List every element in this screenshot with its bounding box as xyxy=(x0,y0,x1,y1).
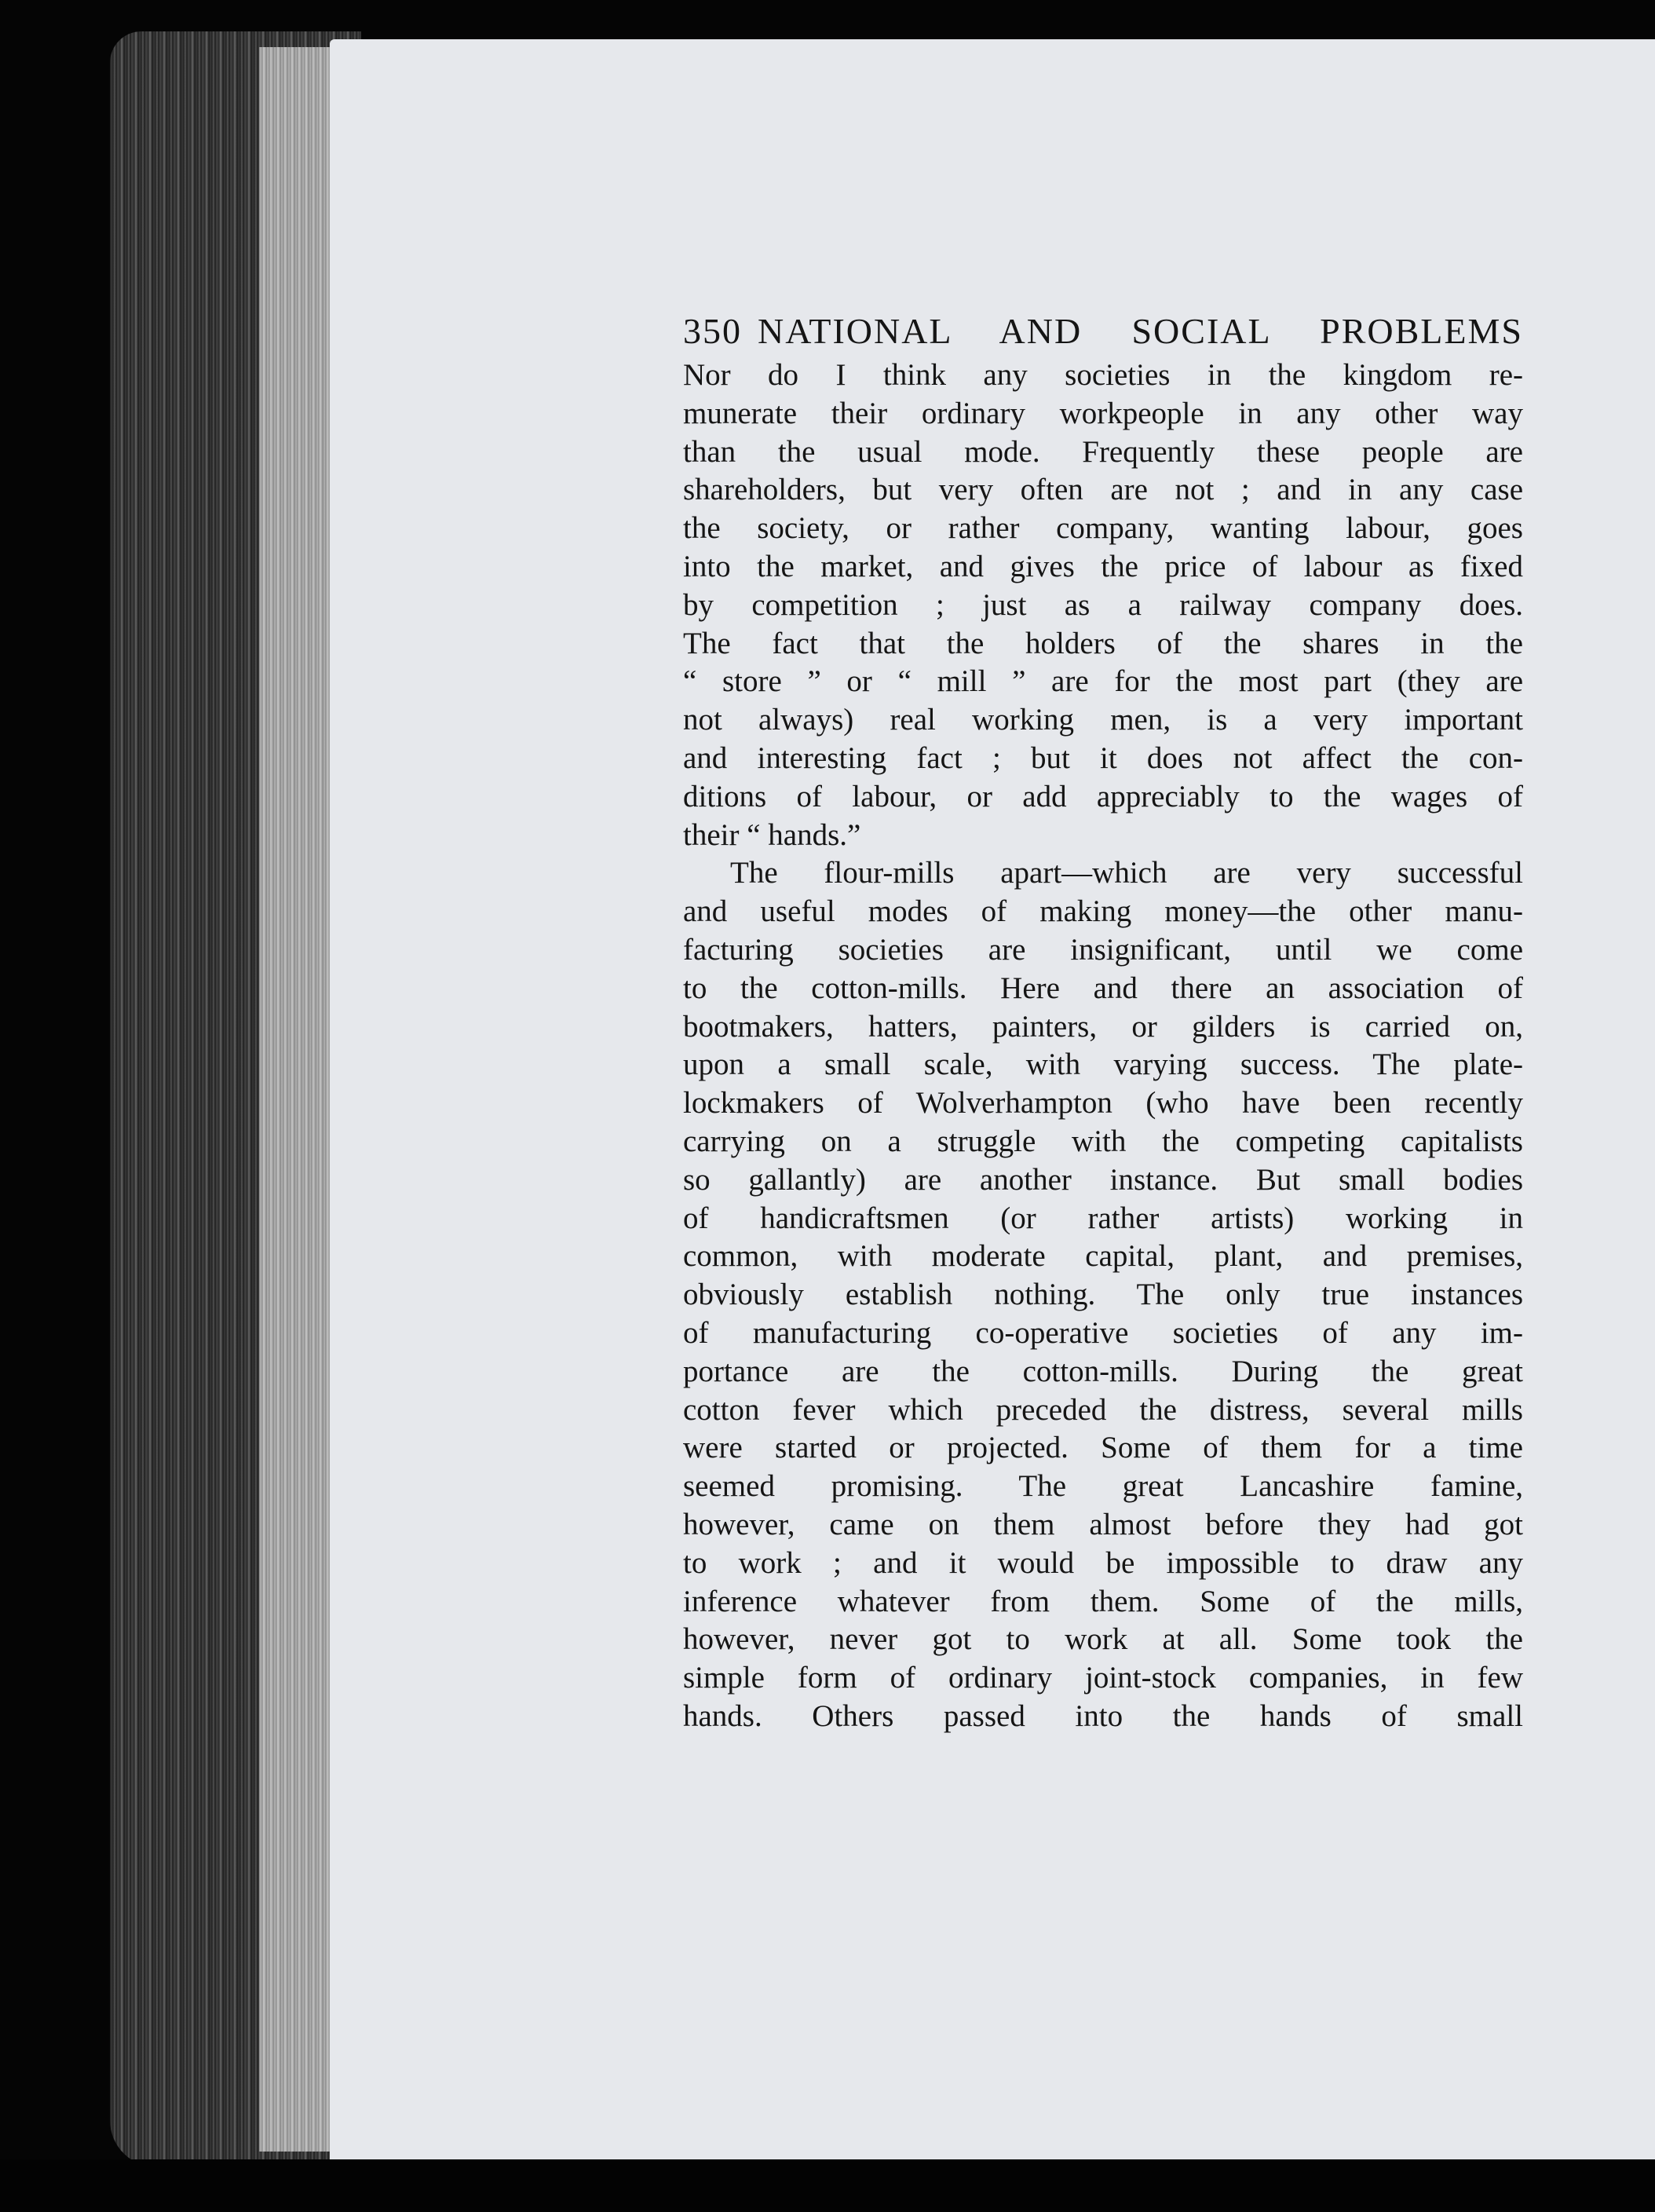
text-line: of handicraftsmen (or rather artists) working in xyxy=(683,1201,1523,1235)
text-line: carrying on a struggle with the competing capitalists xyxy=(683,1124,1523,1158)
text-line: common, with moderate capital, plant, and premises, xyxy=(683,1239,1523,1274)
text-line: however, never got to work at all. Some took the xyxy=(683,1622,1523,1657)
text-line: than the usual mode. Frequently these people are xyxy=(683,434,1523,469)
text-line: shareholders, but very often are not ; and in any case xyxy=(683,473,1523,507)
paragraph-2 xyxy=(683,854,1523,1735)
text-line: however, came on them almost before they had got xyxy=(683,1507,1523,1541)
text-line: not always) real working men, is a very important xyxy=(683,703,1523,737)
running-title: NATIONAL AND SOCIAL PROBLEMS xyxy=(758,311,1523,351)
text-line: Nor do I think any societies in the kingdom re- xyxy=(683,358,1523,392)
text-line: seemed promising. The great Lancashire famine, xyxy=(683,1469,1523,1504)
page-content xyxy=(683,310,1523,1736)
text-line: the society, or rather company, wanting labour, goes xyxy=(683,511,1523,546)
text-line: of manufacturing co-operative societies of any im- xyxy=(683,1315,1523,1350)
text-line: facturing societies are insignificant, until we come xyxy=(683,932,1523,967)
paragraph-1 xyxy=(683,356,1523,854)
text-line: and useful modes of making money—the other manu- xyxy=(683,894,1523,929)
scan-bottom-border xyxy=(0,2159,1655,2212)
text-line: The flour-mills apart—which are very successful xyxy=(730,856,1523,890)
text-line: to work ; and it would be impossible to draw any xyxy=(683,1545,1523,1580)
text-line: so gallantly) are another instance. But small bodies xyxy=(683,1162,1523,1197)
text-line: simple form of ordinary joint-stock companies, in few xyxy=(683,1661,1523,1695)
text-line: obviously establish nothing. The only true instances xyxy=(683,1278,1523,1312)
text-line: bootmakers, hatters, painters, or gilders is carried on, xyxy=(683,1009,1523,1044)
text-line: inference whatever from them. Some of the mills, xyxy=(683,1584,1523,1618)
text-line: munerate their ordinary workpeople in any other way xyxy=(683,396,1523,430)
text-line: lockmakers of Wolverhampton (who have been recently xyxy=(683,1086,1523,1121)
running-head xyxy=(683,310,1523,352)
text-line: by competition ; just as a railway company does. xyxy=(683,587,1523,622)
text-line: their “ hands.” xyxy=(683,817,861,852)
text-line: upon a small scale, with varying success. The plate- xyxy=(683,1048,1523,1082)
text-line: portance are the cotton-mills. During the great xyxy=(683,1354,1523,1388)
page-number: 350 xyxy=(683,311,742,351)
text-line: cotton fever which preceded the distress, several mills xyxy=(683,1392,1523,1427)
text-line: The fact that the holders of the shares in the xyxy=(683,626,1523,660)
text-line: ditions of labour, or add appreciably to the wages of xyxy=(683,779,1523,814)
text-line: to the cotton-mills. Here and there an association of xyxy=(683,971,1523,1005)
text-line: hands. Others passed into the hands of small xyxy=(683,1698,1523,1733)
text-line: were started or projected. Some of them for a time xyxy=(683,1431,1523,1465)
text-line: “ store ” or “ mill ” are for the most part (they are xyxy=(683,664,1523,699)
text-line: into the market, and gives the price of labour as fixed xyxy=(683,549,1523,583)
text-line: and interesting fact ; but it does not affect the con- xyxy=(683,740,1523,775)
